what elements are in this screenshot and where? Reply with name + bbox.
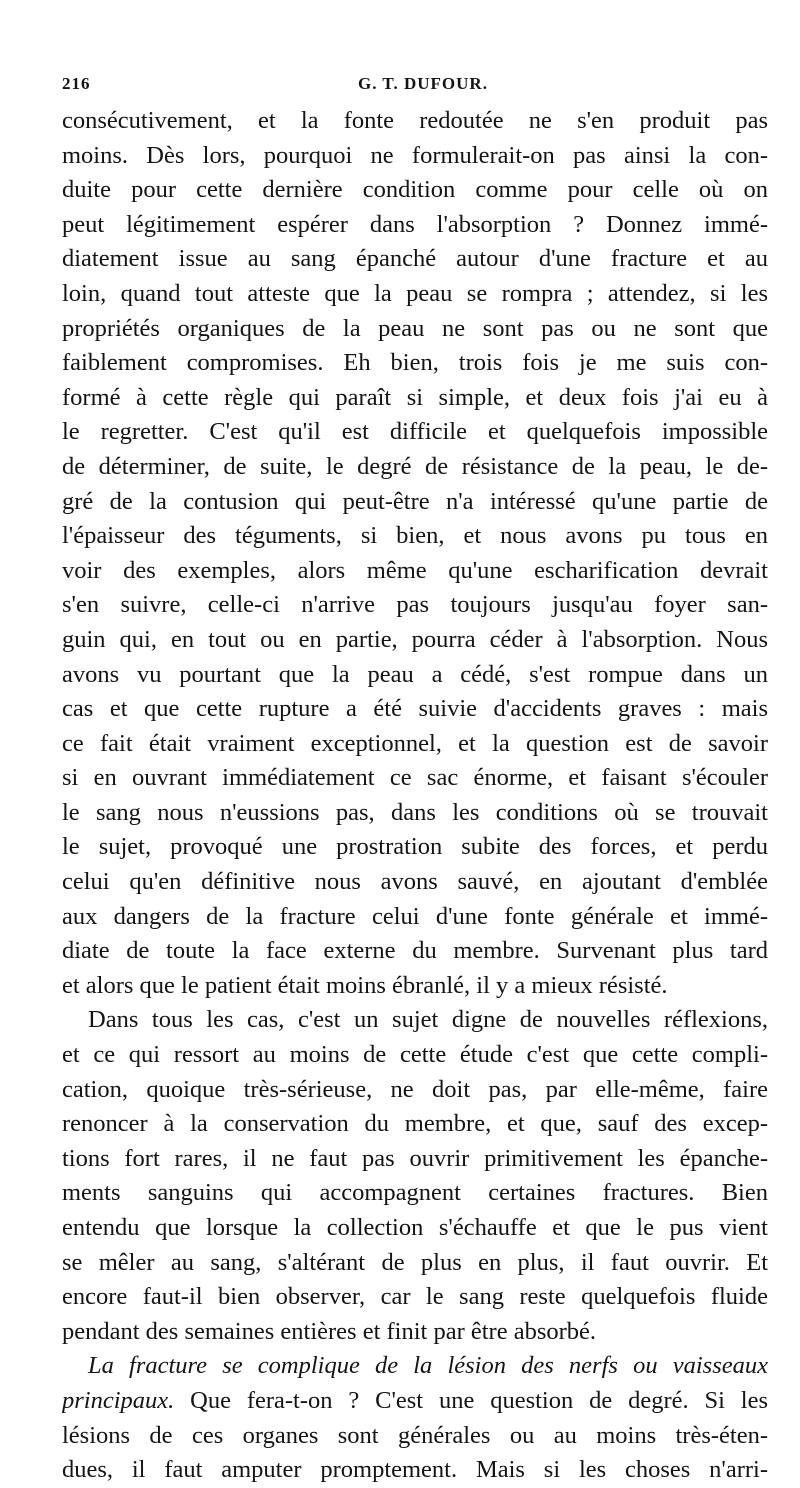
text-line: le sang nous n'eussions pas, dans les conditions où se trouvait: [62, 798, 768, 826]
text-line: faiblement compromises. Eh bien, trois fois je me suis con-: [62, 349, 768, 377]
text-line: [62, 1384, 768, 1419]
text-line: moins. Dès lors, pourquoi ne formulerait-on pas ainsi la con-: [62, 141, 768, 169]
text-line: s'en suivre, celle-ci n'arrive pas toujours jusqu'au foyer san-: [62, 591, 768, 619]
text-line: Dans tous les cas, c'est un sujet digne de nouvelles réflexions,: [88, 1006, 768, 1034]
page-number: 216: [62, 74, 91, 93]
text-line: formé à cette règle qui paraît si simple, et deux fois j'ai eu à: [62, 383, 768, 411]
text-line: se mêler au sang, s'altérant de plus en plus, il faut ouvrir. Et: [62, 1248, 768, 1276]
text-line: cas et que cette rupture a été suivie d'accidents graves : mais: [62, 695, 768, 723]
text-line: si en ouvrant immédiatement ce sac énorme, et faisant s'écouler: [62, 764, 768, 792]
text-line: entendu que lorsque la collection s'échauffe et que le pus vient: [62, 1214, 768, 1241]
text-line: duite pour cette dernière condition comme pour celle où on: [62, 176, 768, 204]
text-line: ments sanguins qui accompagnent certaines fractures. Bien: [62, 1179, 768, 1207]
text-line: peut légitimement espérer dans l'absorption ? Donnez immé-: [62, 210, 768, 238]
text-line: l'épaisseur des téguments, si bien, et nous avons pu tous en: [62, 522, 768, 550]
paragraph-1: [62, 104, 768, 1003]
text-line: le sujet, provoqué une prostration subite des forces, et perdu: [62, 833, 768, 861]
text-line: tions fort rares, il ne faut pas ouvrir primitivement les épanche-: [62, 1144, 768, 1172]
text-line: et ce qui ressort au moins de cette étude c'est que cette compli-: [62, 1041, 768, 1069]
text-line: diatement issue au sang épanché autour d'une fracture et au: [62, 245, 768, 273]
text-line: le regretter. C'est qu'il est difficile et quelquefois impossible: [62, 418, 768, 446]
body-text: [62, 104, 768, 1488]
text-line: ce fait était vraiment exceptionnel, et la question est de savoir: [62, 729, 768, 757]
text-line: pendant des semaines entières et finit par être absorbé.: [62, 1317, 597, 1345]
line-continuation: Que fera-t-on ? C'est une question de degré. Si les: [174, 1386, 768, 1414]
paragraph-2: [62, 1003, 768, 1349]
text-line: renoncer à la conservation du membre, et que, sauf des excep-: [62, 1110, 768, 1138]
text-line: loin, quand tout atteste que la peau se rompra ; attendez, si les: [62, 279, 768, 307]
text-line: diate de toute la face externe du membre. Survenant plus tard: [62, 937, 768, 965]
text-line: consécutivement, et la fonte redoutée ne s'en produit pas: [62, 107, 768, 134]
text-line: de déterminer, de suite, le degré de résistance de la peau, le de-: [62, 452, 768, 480]
italic-phrase: principaux.: [62, 1386, 175, 1414]
text-line: avons vu pourtant que la peau a cédé, s'est rompue dans un: [62, 660, 768, 688]
text-line: La fracture se complique de la lésion des nerfs ou vaisseaux: [88, 1352, 768, 1380]
text-line: cation, quoique très-sérieuse, ne doit pas, par elle-même, faire: [62, 1075, 768, 1103]
book-page: [62, 64, 768, 1488]
text-line: celui qu'en définitive nous avons sauvé, en ajoutant d'emblée: [62, 868, 768, 896]
text-line: lésions de ces organes sont générales ou au moins très-éten-: [62, 1421, 768, 1449]
text-line: guin qui, en tout ou en partie, pourra céder à l'absorption. Nous: [62, 625, 768, 653]
running-head: [62, 64, 768, 104]
text-line: voir des exemples, alors même qu'une escharification devrait: [62, 556, 768, 584]
text-line: encore faut-il bien observer, car le sang reste quelquefois fluide: [62, 1283, 768, 1311]
paragraph-3: [62, 1349, 768, 1487]
text-line: et alors que le patient était moins ébranlé, il y a mieux résisté.: [62, 971, 668, 999]
text-line: aux dangers de la fracture celui d'une fonte générale et immé-: [62, 902, 768, 930]
text-line: gré de la contusion qui peut-être n'a intéressé qu'une partie de: [62, 487, 768, 515]
running-head-author: G. T. DUFOUR.: [358, 74, 488, 93]
text-line: propriétés organiques de la peau ne sont pas ou ne sont que: [62, 314, 768, 342]
text-line: dues, il faut amputer promptement. Mais si les choses n'arri-: [62, 1456, 768, 1484]
